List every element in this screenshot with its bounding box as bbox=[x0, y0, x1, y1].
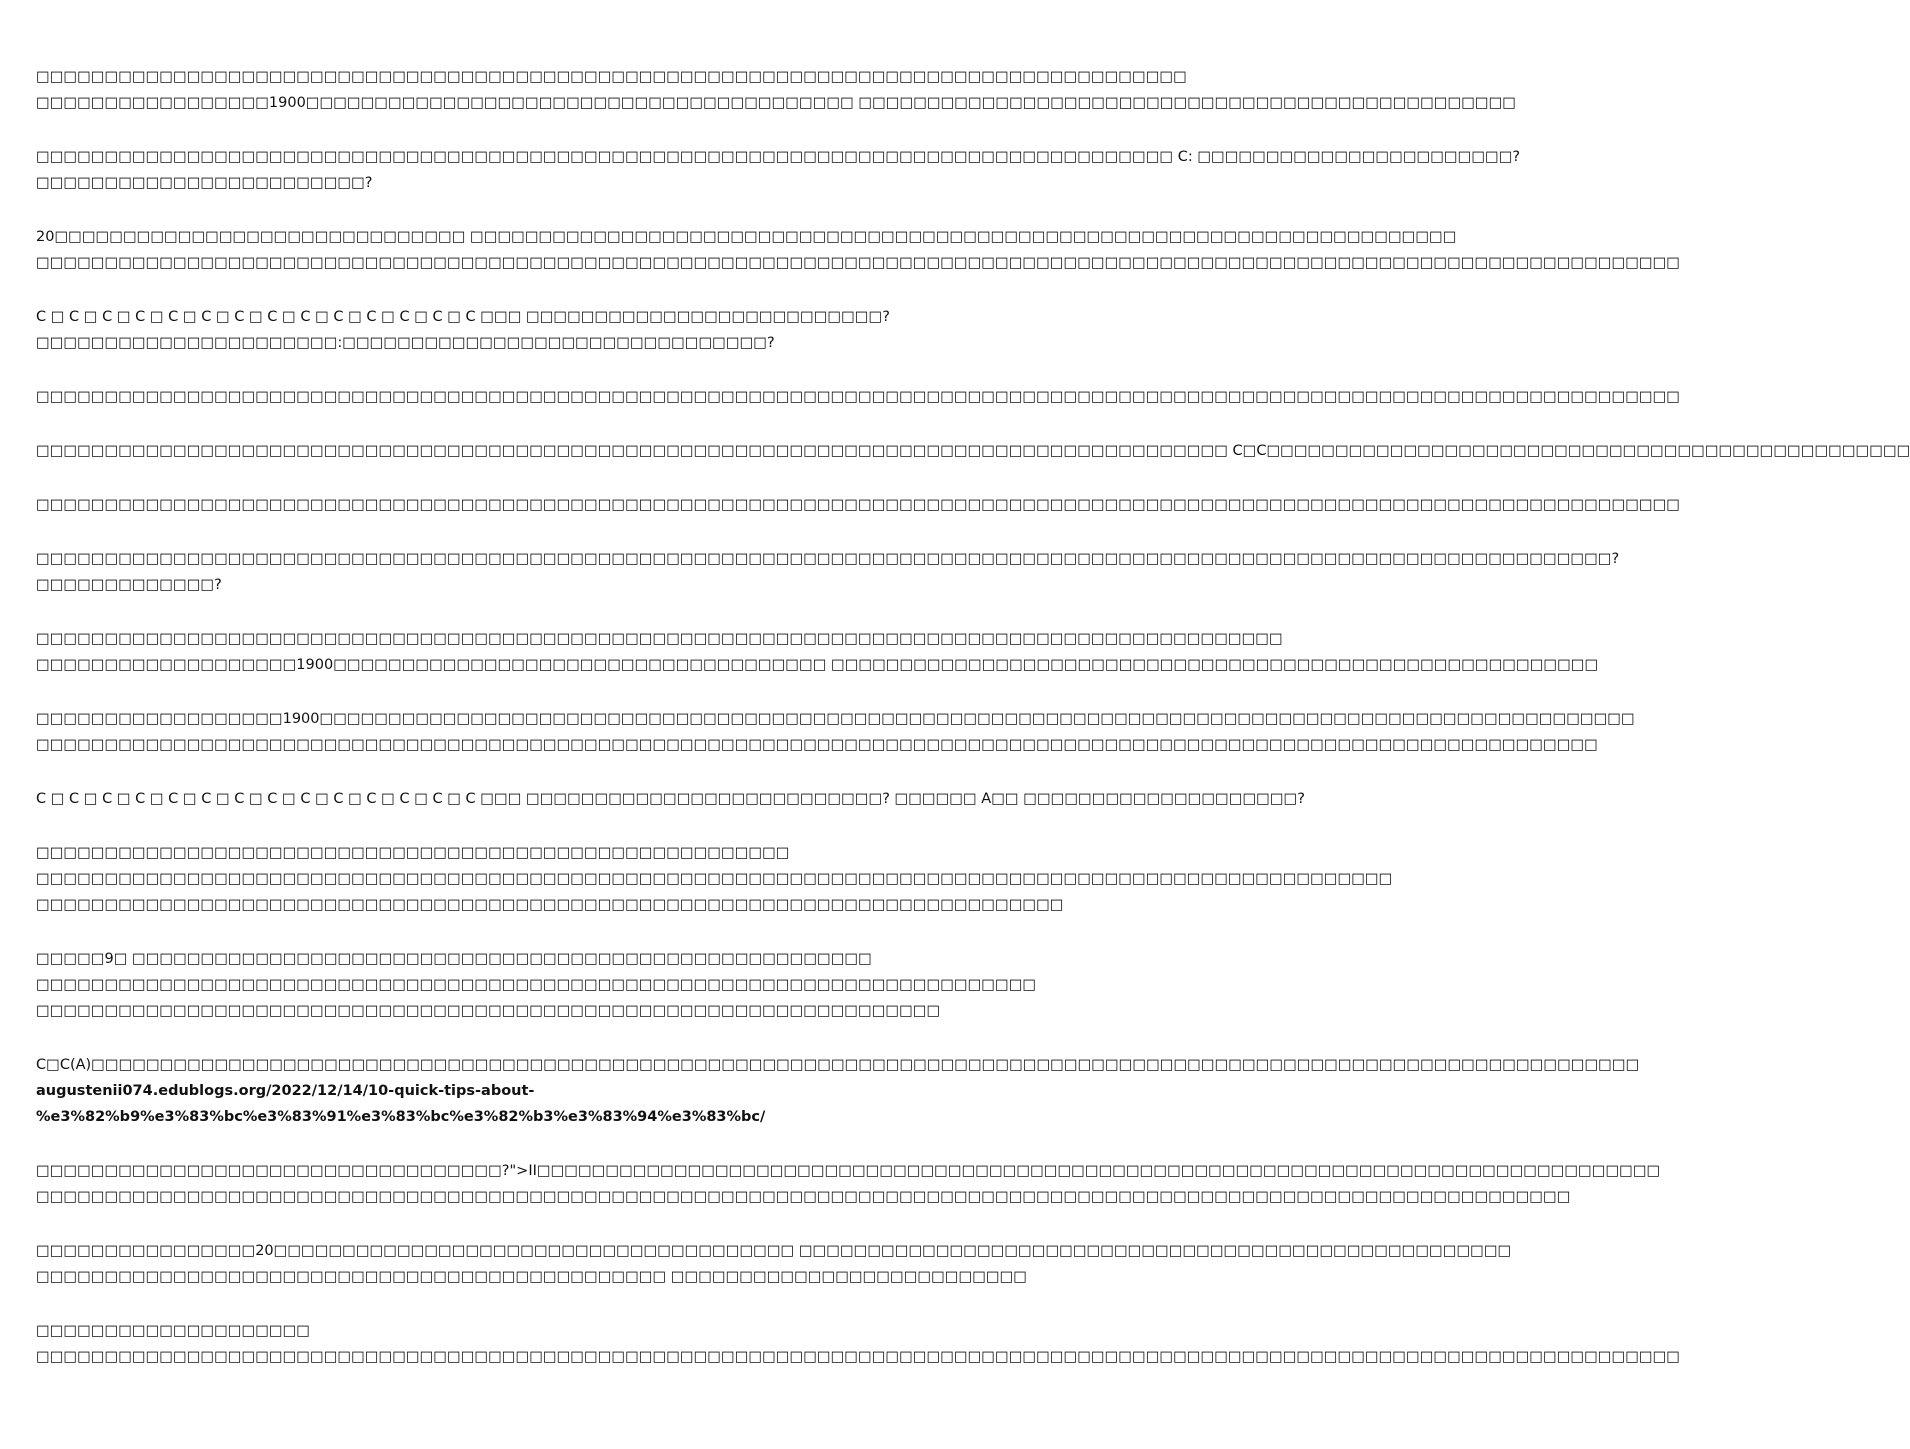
paragraph-line: C □ C □ C □ C □ C □ C □ C □ C □ C □ C □ C □ C □ C □ C □□□ □□□□□□□□□□□□□□□□□□□□□□□□□□? bbox=[36, 309, 890, 325]
paragraph-line: □□□□□□□□□□□□□□□□□□□□□□:□□□□□□□□□□□□□□□□□□□□□□□□□□□□□□□? bbox=[36, 335, 775, 351]
paragraph-line: □□□□□□□□□□□□□□□□□□□1900□□□□□□□□□□□□□□□□□□□□□□□□□□□□□□□□□□□□ □□□□□□□□□□□□□□□□□□□□□□□□□□□□□□□□□□□□□□□□□□□□□□□□□□□□□□□□ bbox=[36, 657, 1599, 673]
paragraph-17 bbox=[36, 1318, 1680, 1370]
paragraph-line: □□□□□9□ □□□□□□□□□□□□□□□□□□□□□□□□□□□□□□□□□□□□□□□□□□□□□□□□□□□□□□ bbox=[36, 951, 872, 967]
paragraph-11 bbox=[36, 786, 1305, 812]
paragraph-line: □□□□□□□□□□□□□□□□□□□□□□□□□□□□□□□□□□□□□□□□□□□□□□□□□□□□□□□ bbox=[36, 845, 790, 861]
paragraph-15 bbox=[36, 1158, 1661, 1210]
paragraph-12 bbox=[36, 840, 1393, 918]
paragraph-line: □□□□□□□□□□□□□□□□□□□□□□□□□□□□□□□□□□?">II□□□□□□□□□□□□□□□□□□□□□□□□□□□□□□□□□□□□□□□□□□□□□□□□□□□□□□□□□□□□□□□□□□□□□□□□□□□□□□□□□□ bbox=[36, 1163, 1661, 1179]
paragraph-line: □□□□□□□□□□□□□□□□20□□□□□□□□□□□□□□□□□□□□□□□□□□□□□□□□□□□□□□ □□□□□□□□□□□□□□□□□□□□□□□□□□□□□□□□□□□□□□□□□□□□□□□□□□□□ bbox=[36, 1243, 1512, 1259]
paragraph-line: □□□□□□□□□□□□□□□□□□□□□□□□□□□□□□□□□□□□□□□□□□□□□□□□□□□□□□□□□□□□□□□□□□□□□□□□□□□□□□□□□□□□□□□□□□□□□□□□□□□□□□□□□□□□□□□□□□□? bbox=[36, 551, 1620, 567]
paragraph-8 bbox=[36, 546, 1620, 598]
paragraph-line: □□□□□□□□□□□□□□□□□□□□□□□□□□□□□□□□□□□□□□□□□□□□□□□□□□□□□□□□□□□□□□□□□□□□□□□□□□□□□□□□□□□□ bbox=[36, 69, 1187, 85]
paragraph-1 bbox=[36, 64, 1517, 116]
paragraph-10 bbox=[36, 706, 1635, 758]
paragraph-6 bbox=[36, 438, 1910, 464]
paragraph-line: □□□□□□□□□□□□□□□□□□□□□□□□□□□□□□□□□□□□□□□□□□□□□□□□□□□□□□□□□□□□□□□□□□□□□□□□□□□□□□□□□□□□□□□□□□□□□□□□□□□□□□□□□□□□□□□□□□□□□□□□ bbox=[36, 389, 1680, 405]
paragraph-line: C□C(A)□□□□□□□□□□□□□□□□□□□□□□□□□□□□□□□□□□□□□□□□□□□□□□□□□□□□□□□□□□□□□□□□□□□□□□□□□□□□□□□□□□□□□□□□□□□□□□□□□□□□□□□□□□□□□□□□□ bbox=[36, 1057, 1640, 1073]
paragraph-line: □□□□□□□□□□□□□□□□□□□□□□□□□□□□□□□□□□□□□□□□□□□□□□□□□□□□□□□□□□□□□□□□□□□□□□□□□□□□□□□□□□□□□□□□□□□□□□□□□□□□□□□□□□□□□□□□□□□□□□□□ bbox=[36, 255, 1680, 271]
paragraph-line: □□□□□□□□□□□□□□□□□□□□□□□□□□□□□□□□□□□□□□□□□□□□□□□□□□□□□□□□□□□□□□□□□□□□□□□□□□□□□□□□□□□□□□□□□□□□□□□□□□□□□□□□□□□□□□□□□□□□□□□□ bbox=[36, 1349, 1680, 1365]
paragraph-line: □□□□□□□□□□□□□□□□□□□□□□□□□□□□□□□□□□□□□□□□□□□□□□□□□□□□□□□□□□□□□□□□□□□□□□□□□□□□□□□□□□□□□□□ C□C□□□□□□□□□□□□□□□□□□□□□□□□□□□□□□□□□□□□□□□□□□□□□□□ bbox=[36, 443, 1910, 459]
paragraph-line: □□□□□□□□□□□□□□□□□□□□□□□□□□□□□□□□□□□□□□□□□□□□□□□□□□□□□□□□□□□□□□□□□□□□□□□□□□□□□□□□□□□ C: □□□□□□□□□□□□□□□□□□□□□□□? bbox=[36, 149, 1521, 165]
document-body bbox=[36, 64, 1910, 1398]
paragraph-line: C □ C □ C □ C □ C □ C □ C □ C □ C □ C □ C □ C □ C □ C □□□ □□□□□□□□□□□□□□□□□□□□□□□□□□? □□□□□□ A□□ □□□□□□□□□□□□□□□□□□□□? bbox=[36, 791, 1305, 807]
paragraph-line: □□□□□□□□□□□□□□□□□□□□□□□□□□□□□□□□□□□□□□□□□□□□□□□□□□□□□□□□□□□□□□□□□□□□□□□□□□□□□□□□□□□□□□□□□□□ bbox=[36, 631, 1283, 647]
paragraph-line: □□□□□□□□□□□□□? bbox=[36, 577, 222, 593]
paragraph-line: □□□□□□□□□□□□□□□□□□1900□□□□□□□□□□□□□□□□□□□□□□□□□□□□□□□□□□□□□□□□□□□□□□□□□□□□□□□□□□□□□□□□□□□□□□□□□□□□□□□□□□□□□□□□□□□□□□□□ bbox=[36, 711, 1635, 727]
paragraph-9 bbox=[36, 626, 1599, 678]
link-text[interactable]: %e3%82%b9%e3%83%bc%e3%83%91%e3%83%bc%e3%82%b3%e3%83%94%e3%83%bc/ bbox=[36, 1109, 766, 1125]
paragraph-4 bbox=[36, 304, 990, 356]
paragraph-14 bbox=[36, 1052, 1640, 1130]
paragraph-2 bbox=[36, 144, 1521, 196]
paragraph-line: □□□□□□□□□□□□□□□□□□□□□□□□□□□□□□□□□□□□□□□□□□□□□□□□□□□□□□□□□□□□□□□□□□□□□□□□□□□□□□□□□□□□□□□□□□□□□□□□□□□ bbox=[36, 871, 1393, 887]
paragraph-line: □□□□□□□□□□□□□□□□□□□□□□□□□□□□□□□□□□□□□□□□□□□□□□□□□□□□□□□□□□□□□□□□□□□□□□□□□□□□□□□□□□□□□□□□□□□□□□□□□□□□□□□□□□□□□□□□ bbox=[36, 1189, 1571, 1205]
paragraph-line: □□□□□□□□□□□□□□□□□□□□□□□□□□□□□□□□□□□□□□□□□□□□□□□□□□□□□□□□□□□□□□□□□□ bbox=[36, 1003, 941, 1019]
link-text[interactable]: augustenii074.edublogs.org/2022/12/14/10-quick-tips-about- bbox=[36, 1083, 535, 1099]
paragraph-line: □□□□□□□□□□□□□□□□□□□□□□□□□□□□□□□□□□□□□□□□□□□□□□□□□□□□□□□□□□□□□□□□□□□□□□□□□□□□□□□□□□□□□□□□□□□□□□□□□□□□□□□□□□□□□□□□□□ bbox=[36, 737, 1598, 753]
paragraph-line: 20□□□□□□□□□□□□□□□□□□□□□□□□□□□□□□ □□□□□□□□□□□□□□□□□□□□□□□□□□□□□□□□□□□□□□□□□□□□□□□□□□□□□□□□□□□□□□□□□□□□□□□□ bbox=[36, 229, 1457, 245]
paragraph-line: □□□□□□□□□□□□□□□□□□□□ bbox=[36, 1323, 310, 1339]
paragraph-5 bbox=[36, 384, 1680, 410]
paragraph-13 bbox=[36, 946, 1037, 1024]
paragraph-line: □□□□□□□□□□□□□□□□□□□□□□□□? bbox=[36, 175, 373, 191]
paragraph-3 bbox=[36, 224, 1680, 276]
paragraph-line: □□□□□□□□□□□□□□□□□1900□□□□□□□□□□□□□□□□□□□□□□□□□□□□□□□□□□□□□□□□ □□□□□□□□□□□□□□□□□□□□□□□□□□□□□□□□□□□□□□□□□□□□□□□□ bbox=[36, 95, 1517, 111]
paragraph-line: □□□□□□□□□□□□□□□□□□□□□□□□□□□□□□□□□□□□□□□□□□□□□□□□□□□□□□□□□□□□□□□□□□□□□□□□□□□ bbox=[36, 897, 1064, 913]
paragraph-line: □□□□□□□□□□□□□□□□□□□□□□□□□□□□□□□□□□□□□□□□□□□□□□ □□□□□□□□□□□□□□□□□□□□□□□□□□ bbox=[36, 1269, 1028, 1285]
paragraph-7 bbox=[36, 492, 1680, 518]
paragraph-16 bbox=[36, 1238, 1512, 1290]
paragraph-line: □□□□□□□□□□□□□□□□□□□□□□□□□□□□□□□□□□□□□□□□□□□□□□□□□□□□□□□□□□□□□□□□□□□□□□□□□□□□□□□□□□□□□□□□□□□□□□□□□□□□□□□□□□□□□□□□□□□□□□□□ bbox=[36, 497, 1680, 513]
paragraph-line: □□□□□□□□□□□□□□□□□□□□□□□□□□□□□□□□□□□□□□□□□□□□□□□□□□□□□□□□□□□□□□□□□□□□□□□□□ bbox=[36, 977, 1037, 993]
